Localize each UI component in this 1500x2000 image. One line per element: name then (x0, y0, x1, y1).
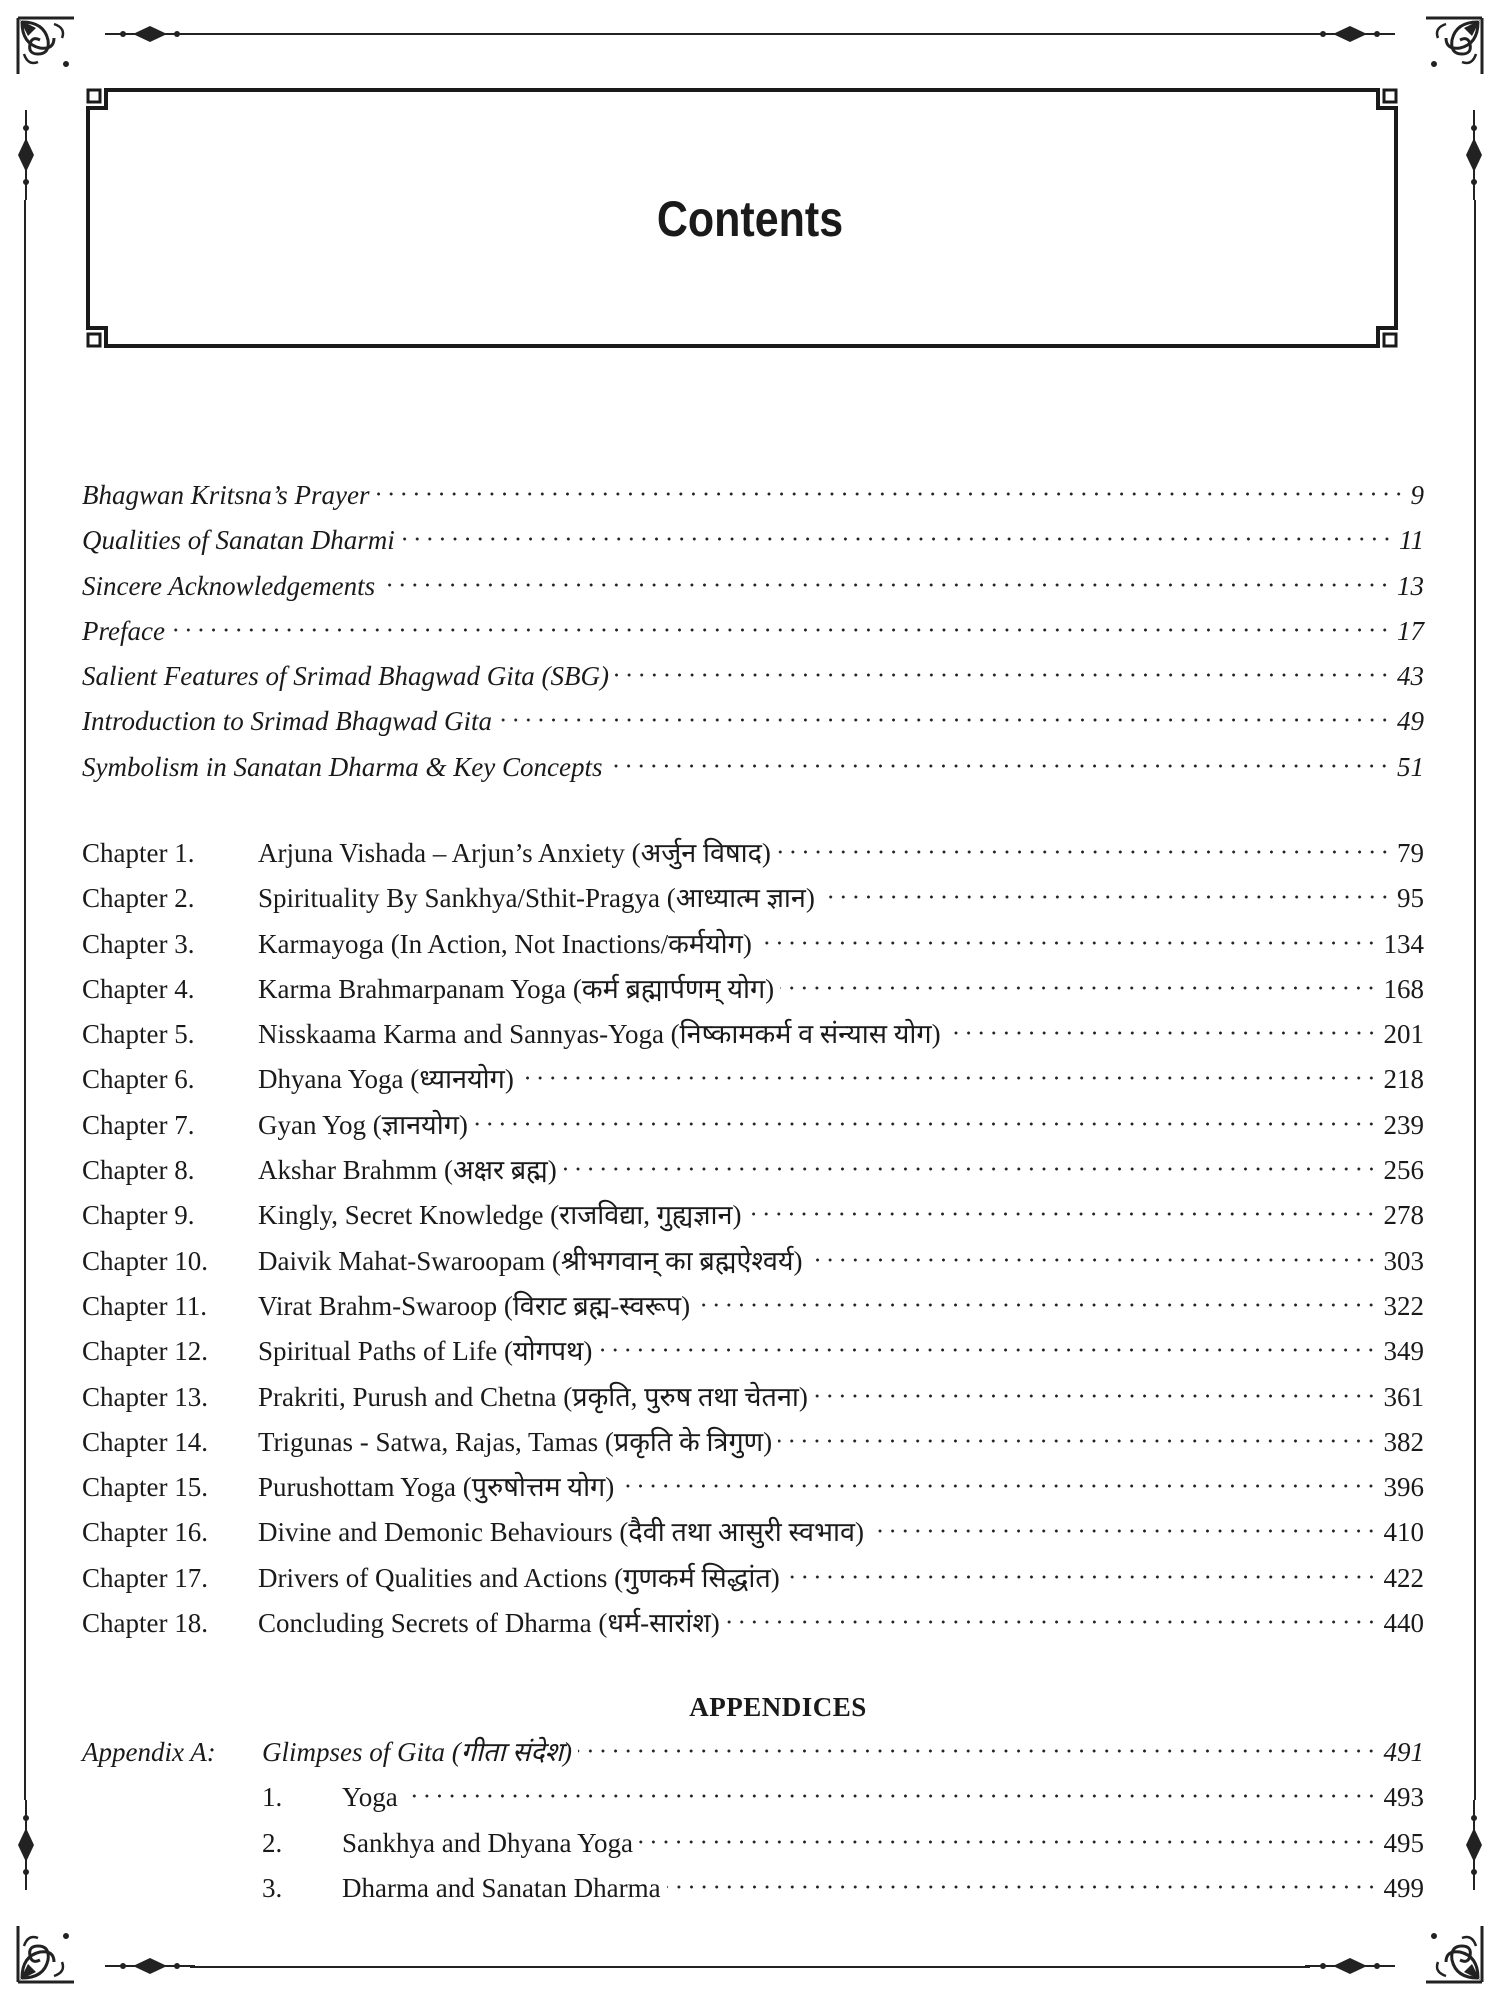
page-number: 440 (1383, 1608, 1424, 1639)
page-number: 218 (1383, 1064, 1424, 1095)
page-number: 79 (1397, 838, 1424, 868)
chapter-entry[interactable] (82, 1193, 1424, 1238)
dot-leader (667, 1884, 1378, 1890)
entry-title: Symbolism in Sanatan Dharma & Key Concepts (82, 751, 603, 782)
toc-entry[interactable] (82, 473, 1424, 518)
chapter-entry[interactable] (82, 967, 1424, 1012)
border-right-rule (1474, 200, 1476, 1800)
page-number: 51 (1397, 751, 1424, 782)
dot-leader (376, 491, 1405, 497)
chapter-title: Akshar Brahmm (अक्षर ब्रह्म) (258, 1155, 557, 1186)
page-number: 43 (1397, 661, 1424, 692)
dot-leader (171, 627, 1391, 633)
entry-title: Sincere Acknowledgements (82, 570, 376, 601)
page-number: 9 (1410, 480, 1424, 510)
chapter-entry[interactable] (82, 1284, 1424, 1329)
appendices-section (82, 1684, 1424, 1911)
chapter-label: Chapter 17. (82, 1562, 208, 1593)
appendix-subentry[interactable] (82, 1821, 1424, 1866)
chapter-entry[interactable] (82, 922, 1424, 967)
page-number: 499 (1383, 1872, 1424, 1903)
chapter-label: Chapter 4. (82, 973, 195, 1004)
page-number: 11 (1399, 525, 1424, 556)
page-number: 396 (1383, 1472, 1424, 1503)
border-left-rule (24, 200, 26, 1800)
page-number: 361 (1383, 1381, 1424, 1412)
flourish-icon (105, 22, 195, 46)
chapter-entry[interactable] (82, 1420, 1424, 1465)
flourish-icon (1305, 22, 1395, 46)
chapter-title: Spiritual Paths of Life (योगपथ) (258, 1336, 593, 1367)
dot-leader (786, 1574, 1378, 1580)
chapter-title: Prakriti, Purush and Chetna (प्रकृति, पुरुष तथा चेतना) (258, 1381, 808, 1412)
chapter-label: Chapter 10. (82, 1245, 208, 1276)
subentry-title: Sankhya and Dhyana Yoga (342, 1827, 633, 1858)
dot-leader (780, 985, 1377, 991)
chapter-label: Chapter 8. (82, 1155, 195, 1186)
dot-leader (870, 1528, 1377, 1534)
toc-entry[interactable] (82, 609, 1424, 654)
chapter-entry[interactable] (82, 1057, 1424, 1102)
chapter-label: Chapter 3. (82, 928, 195, 959)
appendices-heading: APPENDICES (689, 1692, 867, 1722)
page-number: 49 (1397, 706, 1424, 737)
border-bottom-rule (190, 1966, 1310, 1968)
page-number: 303 (1383, 1245, 1424, 1276)
chapter-label: Chapter 11. (82, 1290, 207, 1321)
dot-leader (726, 1619, 1378, 1625)
chapter-title: Dhyana Yoga (ध्यानयोग) (258, 1064, 514, 1095)
toc-entry[interactable] (82, 518, 1424, 563)
page-number: 410 (1383, 1517, 1424, 1548)
chapter-entry[interactable] (82, 1148, 1424, 1193)
toc-entry[interactable] (82, 699, 1424, 744)
entry-title: Preface (82, 615, 165, 646)
dot-leader (563, 1166, 1378, 1172)
dot-leader (778, 1438, 1377, 1444)
flourish-icon (14, 1800, 38, 1890)
chapter-title: Purushottam Yoga (पुरुषोत्तम योग) (258, 1472, 615, 1503)
chapter-entry[interactable] (82, 1375, 1424, 1420)
flourish-icon (1462, 110, 1486, 200)
chapter-label: Chapter 2. (82, 883, 195, 914)
appendix-title: Glimpses of Gita (गीता संदेश) (262, 1737, 573, 1767)
dot-leader (777, 849, 1391, 855)
dot-leader (598, 1347, 1377, 1353)
chapter-label: Chapter 7. (82, 1109, 195, 1140)
toc-entry[interactable] (82, 564, 1424, 609)
chapter-label: Chapter 13. (82, 1381, 208, 1412)
corner-ornament-icon (1396, 14, 1486, 104)
toc-entry[interactable] (82, 654, 1424, 699)
page-number: 13 (1397, 570, 1424, 601)
chapter-title: Trigunas - Satwa, Rajas, Tamas (प्रकृति के त्रिगुण) (258, 1426, 773, 1457)
chapter-label: Chapter 15. (82, 1472, 208, 1503)
entry-title: Qualities of Sanatan Dharmi (82, 525, 395, 556)
dot-leader (520, 1075, 1378, 1081)
dot-leader (381, 582, 1391, 588)
chapter-entry[interactable] (82, 1012, 1424, 1057)
chapter-label: Chapter 16. (82, 1517, 208, 1548)
page-number: 278 (1383, 1200, 1424, 1231)
page-title: Contents (656, 191, 844, 247)
chapter-label: Chapter 18. (82, 1608, 208, 1639)
chapter-label: Chapter 1. (82, 838, 195, 868)
page-number: 322 (1383, 1290, 1424, 1321)
dot-leader (809, 1257, 1378, 1263)
appendix-subentry[interactable] (82, 1775, 1424, 1820)
page-number: 349 (1383, 1336, 1424, 1367)
subentry-number: 1. (262, 1782, 283, 1813)
dot-leader (404, 1793, 1378, 1799)
chapter-title: Spirituality By Sankhya/Sthit-Pragya (आध्यात्म ज्ञान) (258, 883, 815, 914)
chapter-entry[interactable] (82, 1329, 1424, 1374)
flourish-icon (14, 110, 38, 200)
subentry-number: 3. (262, 1872, 283, 1903)
dot-leader (608, 763, 1391, 769)
chapter-title: Karma Brahmarpanam Yoga (कर्म ब्रह्मार्पणम् योग) (258, 973, 775, 1004)
chapter-label: Chapter 12. (82, 1336, 208, 1367)
dot-leader (758, 940, 1378, 946)
chapter-title: Nisskaama Karma and Sannyas-Yoga (निष्कामकर्म व संन्यास योग) (258, 1019, 941, 1050)
dot-leader (578, 1748, 1377, 1754)
page-number: 382 (1383, 1426, 1424, 1457)
chapter-entry[interactable] (82, 1465, 1424, 1510)
chapter-entry[interactable] (82, 1239, 1424, 1284)
chapter-entry[interactable] (82, 831, 1424, 876)
appendix-label: Appendix A: (82, 1737, 216, 1767)
border-top-rule (190, 33, 1310, 35)
chapter-list (82, 831, 1424, 1646)
page-number: 493 (1383, 1782, 1424, 1813)
flourish-icon (1305, 1954, 1395, 1978)
toc-entry[interactable] (82, 745, 1424, 790)
dot-leader (947, 1030, 1378, 1036)
chapter-title: Arjuna Vishada – Arjun’s Anxiety (अर्जुन विषाद) (258, 838, 771, 868)
entry-title: Introduction to Srimad Bhagwad Gita (82, 706, 492, 737)
chapter-entry[interactable] (82, 1601, 1424, 1646)
chapter-title: Daivik Mahat-Swaroopam (श्रीभगवान् का ब्रह्मऐश्वर्य) (258, 1245, 803, 1276)
page-number: 95 (1397, 883, 1424, 914)
chapter-title: Drivers of Qualities and Actions (गुणकर्म सिद्धांत) (258, 1562, 780, 1593)
dot-leader (498, 717, 1391, 723)
appendix-entry[interactable] (82, 1730, 1424, 1775)
page-number: 422 (1383, 1562, 1424, 1593)
entry-title: Bhagwan Kritsna’s Prayer (82, 480, 370, 510)
dot-leader (474, 1121, 1378, 1127)
entry-title: Salient Features of Srimad Bhagwad Gita (SBG) (82, 661, 609, 692)
page-number: 239 (1383, 1109, 1424, 1140)
dot-leader (615, 672, 1391, 678)
chapter-label: Chapter 6. (82, 1064, 195, 1095)
page-number: 495 (1383, 1827, 1424, 1858)
dot-leader (747, 1211, 1377, 1217)
chapter-title: Virat Brahm-Swaroop (विराट ब्रह्म-स्वरूप) (258, 1290, 691, 1321)
front-matter-list (82, 473, 1424, 790)
chapter-entry[interactable] (82, 1510, 1424, 1555)
subentry-title: Yoga (342, 1782, 398, 1813)
page-number: 201 (1383, 1019, 1424, 1050)
page-number: 256 (1383, 1155, 1424, 1186)
page-number: 491 (1383, 1737, 1424, 1767)
dot-leader (639, 1839, 1378, 1845)
dot-leader (814, 1393, 1378, 1399)
chapter-label: Chapter 14. (82, 1426, 208, 1457)
appendix-subentry[interactable] (82, 1866, 1424, 1911)
page-number: 168 (1383, 973, 1424, 1004)
chapter-title: Karmayoga (In Action, Not Inactions/कर्मयोग) (258, 928, 752, 959)
chapter-entry[interactable] (82, 1556, 1424, 1601)
dot-leader (620, 1483, 1377, 1489)
flourish-icon (105, 1954, 195, 1978)
chapter-title: Kingly, Secret Knowledge (राजविद्या, गुह्यज्ञान) (258, 1200, 742, 1231)
chapter-label: Chapter 9. (82, 1200, 195, 1231)
flourish-icon (1462, 1800, 1486, 1890)
page-number: 134 (1383, 928, 1424, 959)
chapter-title: Gyan Yog (ज्ञानयोग) (258, 1109, 468, 1140)
chapter-title: Divine and Demonic Behaviours (दैवी तथा आसुरी स्वभाव) (258, 1517, 865, 1548)
chapter-entry[interactable] (82, 1103, 1424, 1148)
page-number: 17 (1397, 615, 1424, 646)
chapter-entry[interactable] (82, 876, 1424, 921)
subentry-number: 2. (262, 1827, 283, 1858)
chapter-label: Chapter 5. (82, 1019, 195, 1050)
dot-leader (696, 1302, 1377, 1308)
dot-leader (821, 894, 1391, 900)
subentry-title: Dharma and Sanatan Dharma (342, 1872, 661, 1903)
dot-leader (401, 536, 1393, 542)
chapter-title: Concluding Secrets of Dharma (धर्म-सारांश) (258, 1608, 720, 1639)
